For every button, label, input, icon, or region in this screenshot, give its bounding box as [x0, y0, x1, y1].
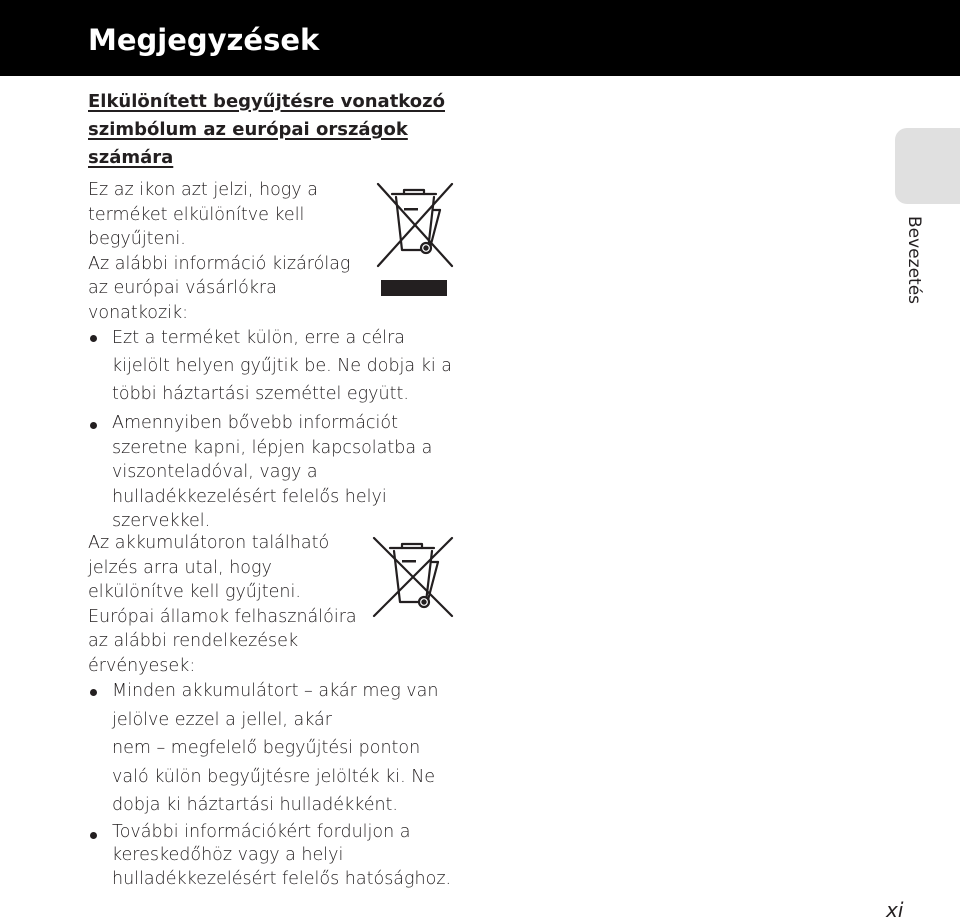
text-line: jelölve ezzel a jellel, akár [112, 709, 332, 730]
text-line: dobja ki háztartási hulladékként. [112, 795, 398, 816]
page-title: Megjegyzések [88, 23, 320, 57]
chapter-tab-label: Bevezetés [904, 216, 924, 305]
text-line: az európai vásárlókra [88, 278, 277, 298]
bullet-item [112, 324, 452, 408]
crossed-out-wheeled-bin-icon [372, 534, 456, 624]
text-line: További információkért forduljon a [112, 822, 411, 842]
bullet-marker [90, 689, 97, 696]
page-header [0, 0, 960, 76]
text-line: az alábbi rendelkezések [88, 631, 299, 651]
bullet-item [112, 411, 432, 534]
page-number: xi [886, 898, 904, 922]
text-line: viszonteladóval, vagy a [112, 462, 318, 482]
section-heading [88, 88, 468, 172]
bullet-marker [90, 335, 97, 342]
bullet-marker [90, 832, 97, 839]
text-line: kereskedőhöz vagy a helyi [112, 845, 344, 866]
text-line: kijelölt helyen gyűjtik be. Ne dobja ki a [112, 356, 452, 376]
text-line: Az alábbi információ kizárólag [88, 253, 351, 274]
bullet-item [112, 677, 438, 820]
text-line: Ez az ikon azt jelzi, hogy a [88, 180, 318, 200]
chapter-tab[interactable] [895, 128, 960, 204]
section-heading-line: szimbólum az európai országok [88, 119, 408, 140]
text-line: hulladékkezelésért felelős helyi [112, 486, 387, 507]
bullet-item [112, 821, 451, 891]
text-line: többi háztartási szeméttel együtt. [112, 384, 409, 404]
section-heading-line: számára [88, 147, 174, 168]
text-line: terméket elkülönítve kell [88, 204, 305, 225]
crossed-out-wheeled-bin-icon [376, 180, 456, 304]
text-line: szervekkel. [112, 511, 211, 531]
text-line: jelzés arra utal, hogy [88, 557, 272, 578]
text-line: elkülönítve kell gyűjteni. [88, 582, 301, 602]
text-line: Európai államok felhasználóira [88, 606, 357, 627]
text-line: vonatkozik: [88, 302, 189, 323]
intro-paragraph [88, 178, 350, 325]
text-line: való külön begyűjtésre jelölték ki. Ne [112, 766, 436, 787]
text-line: szeretne kapni, lépjen kapcsolatba a [112, 437, 433, 458]
text-line: Minden akkumulátort – akár meg van [112, 681, 439, 701]
text-line: hulladékkezelésért felelős hatósághoz. [112, 868, 452, 889]
text-line: begyűjteni. [88, 229, 186, 249]
bullet-marker [90, 422, 97, 429]
section-heading-line: Elkülönített begyűjtésre vonatkozó [88, 91, 445, 112]
text-line: Ezt a terméket külön, erre a célra [112, 328, 406, 348]
battery-paragraph [88, 531, 357, 678]
text-line: Amennyiben bővebb információt [112, 413, 398, 433]
text-line: Az akkumulátoron található [88, 533, 330, 553]
text-line: nem – megfelelő begyűjtési ponton [112, 738, 421, 759]
text-line: érvényesek: [88, 655, 196, 676]
